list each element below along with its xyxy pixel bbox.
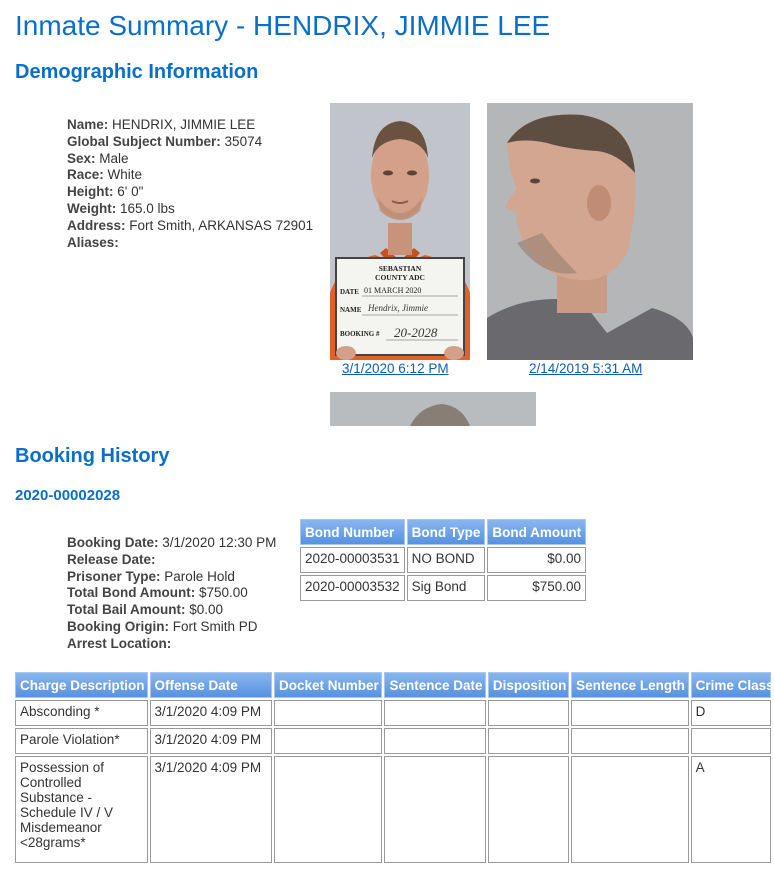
offense-date-cell: 3/1/2020 4:09 PM (150, 756, 272, 863)
field-name: Name: HENDRIX, JIMMIE LEE (67, 117, 256, 132)
table-row (300, 547, 586, 573)
bond-table (298, 517, 588, 603)
charge-header-sentence-date: Sentence Date (384, 672, 485, 698)
bond-type-cell: NO BOND (407, 547, 486, 573)
placard-county-text-2: COUNTY ADC (375, 273, 425, 282)
bond-amount-cell: $750.00 (487, 575, 586, 601)
photo-date-link-1[interactable]: 3/1/2020 6:12 PM (342, 361, 449, 376)
charges-table (13, 670, 773, 865)
charge-header-offense-date: Offense Date (150, 672, 272, 698)
crime-class-cell: D (691, 700, 771, 726)
photo-date-link-2[interactable]: 2/14/2019 5:31 AM (529, 361, 643, 376)
field-height: Height: 6' 0" (67, 184, 144, 200)
charge-header-disposition: Disposition (488, 672, 569, 698)
placard-date-value: 01 MARCH 2020 (364, 286, 422, 295)
field-prisoner-type: Prisoner Type: Parole Hold (67, 568, 235, 584)
charge-header-sentence-length: Sentence Length (571, 672, 688, 698)
bond-table-header (300, 519, 586, 545)
docket-number-cell (274, 728, 382, 754)
disposition-cell (488, 728, 569, 754)
crime-class-cell: A (691, 756, 771, 863)
disposition-cell (488, 756, 569, 863)
mugshot-third-photo[interactable] (330, 392, 536, 426)
docket-number-cell (274, 700, 382, 726)
field-weight: Weight: 165.0 lbs (67, 200, 175, 216)
sentence-date-cell (384, 700, 485, 726)
page-title: Inmate Summary - HENDRIX, JIMMIE LEE (15, 10, 551, 41)
bond-number-cell: 2020-00003531 (300, 547, 405, 573)
placard-booking-label: BOOKING # (340, 330, 380, 338)
placard-name-label: NAME (340, 306, 362, 314)
demographic-heading: Demographic Information (15, 61, 259, 83)
charge-header-docket-number: Docket Number (274, 672, 382, 698)
mugshot-front-photo[interactable] (330, 103, 470, 360)
placard-county-text: SEBASTIAN (378, 264, 422, 273)
field-booking-date: Booking Date: 3/1/2020 12:30 PM (67, 535, 277, 550)
offense-date-cell: 3/1/2020 4:09 PM (150, 728, 272, 754)
field-total-bond-amount: Total Bond Amount: $750.00 (67, 585, 248, 601)
placard-booking-value: 20-2028 (394, 325, 438, 340)
offense-date-cell: 3/1/2020 4:09 PM (150, 700, 272, 726)
bond-type-cell: Sig Bond (407, 575, 486, 601)
field-release-date: Release Date: (67, 551, 156, 567)
booking-history-heading: Booking History (15, 445, 170, 467)
table-row (15, 728, 771, 754)
field-sex: Sex: Male (67, 150, 129, 166)
sentence-date-cell (384, 756, 485, 863)
mugshot-side-photo[interactable] (487, 103, 693, 360)
disposition-cell (488, 700, 569, 726)
charge-header-crime-class: Crime Class (691, 672, 771, 698)
sentence-length-cell (571, 756, 688, 863)
placard-date-label: DATE (340, 288, 359, 296)
booking-fields (67, 535, 276, 653)
field-race: Race: White (67, 167, 143, 183)
bond-header-number: Bond Number (300, 519, 405, 545)
table-row (15, 756, 771, 863)
crime-class-cell (691, 728, 771, 754)
placard-name-value: Hendrix, Jimmie (368, 303, 428, 313)
charges-table-header (15, 672, 771, 698)
table-row (300, 575, 586, 601)
charge-header-description: Charge Description (15, 672, 148, 698)
sentence-length-cell (571, 728, 688, 754)
bond-header-amount: Bond Amount (487, 519, 586, 545)
charges-table-container (13, 670, 774, 880)
field-arrest-location: Arrest Location: (67, 635, 172, 651)
sentence-length-cell (571, 700, 688, 726)
field-aliases: Aliases: (67, 234, 119, 250)
bond-amount-cell: $0.00 (487, 547, 586, 573)
charge-description-cell: Parole Violation* (15, 728, 148, 754)
field-booking-origin: Booking Origin: Fort Smith PD (67, 618, 258, 634)
field-global-subject-number: Global Subject Number: 35074 (67, 133, 263, 149)
bond-header-type: Bond Type (407, 519, 486, 545)
docket-number-cell (274, 756, 382, 863)
booking-number: 2020-00002028 (15, 487, 121, 504)
bond-number-cell: 2020-00003532 (300, 575, 405, 601)
field-address: Address: Fort Smith, ARKANSAS 72901 (67, 217, 314, 233)
charge-description-cell: Absconding * (15, 700, 148, 726)
sentence-date-cell (384, 728, 485, 754)
table-row (15, 700, 771, 726)
demographic-fields (67, 117, 313, 251)
field-total-bail-amount: Total Bail Amount: $0.00 (67, 602, 224, 618)
charge-description-cell: Possession of Controlled Substance - Schedule IV / V Misdemeanor <28grams* (15, 756, 148, 863)
